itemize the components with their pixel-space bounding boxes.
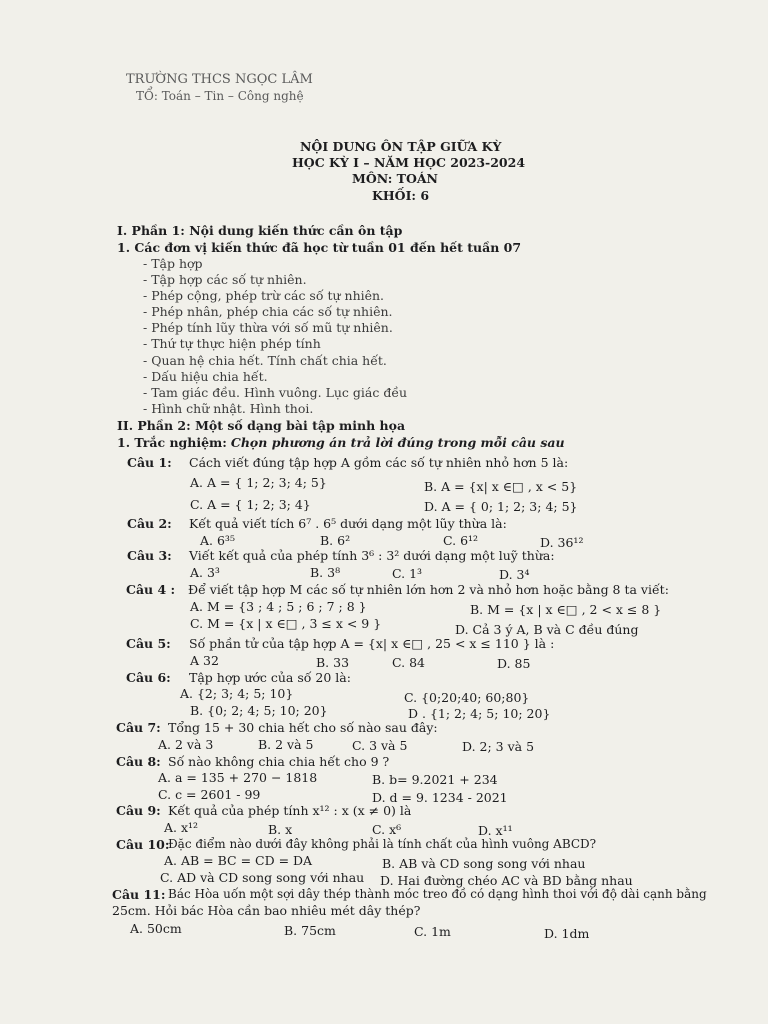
option-b: B. b= 9.2021 + 234 <box>372 772 498 787</box>
option-a: A. x¹² <box>164 820 199 835</box>
question-label: Câu 9: <box>116 803 161 818</box>
option-c: C. A = { 1; 2; 3; 4} <box>190 497 311 512</box>
option-c: C. x⁶ <box>372 822 402 837</box>
question-text: Viết kết quả của phép tính 3⁶ : 3² dưới dạng một luỹ thừa: <box>189 548 555 563</box>
option-d: D. Cả 3 ý A, B và C đều đúng <box>455 622 639 637</box>
option-b: B. 3⁸ <box>310 565 341 580</box>
option-a: A. AB = BC = CD = DA <box>164 853 313 868</box>
question-label: Câu 11: <box>112 887 166 902</box>
question-label: Câu 8: <box>116 754 161 769</box>
option-c: C. 1³ <box>392 566 423 581</box>
option-b: B. 33 <box>316 655 350 670</box>
option-c: C. 1m <box>414 924 451 939</box>
question-text: Kết quả viết tích 6⁷ . 6⁵ dưới dạng một lũy thừa là: <box>189 516 507 531</box>
option-d: D. 2; 3 và 5 <box>462 739 535 754</box>
option-c: C. 6¹² <box>443 533 479 548</box>
question-label: Câu 7: <box>116 720 161 735</box>
topic-item: - Phép nhân, phép chia các số tự nhiên. <box>143 304 393 319</box>
question-text: Số nào không chia chia hết cho 9 ? <box>168 754 390 769</box>
option-b: B. 75cm <box>284 923 336 938</box>
topic-item: - Dấu hiệu chia hết. <box>143 369 268 384</box>
option-b: B. {0; 2; 4; 5; 10; 20} <box>190 703 328 718</box>
question-text: Bác Hòa uốn một sợi dây thép thành móc treo đồ có dạng hình thoi với độ dài cạnh bằng <box>168 887 707 901</box>
question-text: Để viết tập hợp M các số tự nhiên lớn hơn 2 và nhỏ hơn hoặc bằng 8 ta viết: <box>188 582 669 597</box>
question-text: Tập hợp ước của số 20 là: <box>189 670 351 685</box>
option-d: D. d = 9. 1234 - 2021 <box>372 790 508 805</box>
option-c: C. M = {x | x ∈□ , 3 ≤ x < 9 } <box>190 616 382 631</box>
option-d: D. 85 <box>497 656 531 671</box>
topic-item: - Phép cộng, phép trừ các số tự nhiên. <box>143 288 385 303</box>
part2-subheading <box>117 435 565 450</box>
topic-item: - Tam giác đều. Hình vuông. Lục giác đều <box>143 385 408 400</box>
question-label: Câu 5: <box>126 636 171 651</box>
option-c: C. c = 2601 - 99 <box>158 787 261 802</box>
option-a: A. 6³⁵ <box>200 533 235 548</box>
option-c: C. 84 <box>392 655 425 670</box>
topic-item: - Phép tính lũy thừa với số mũ tự nhiên. <box>143 320 393 335</box>
question-label: Câu 2: <box>127 516 172 531</box>
question-label: Câu 1: <box>127 455 172 470</box>
multiple-choice-instruction: Chọn phương án trả lời đúng trong mỗi câu sau <box>230 435 565 450</box>
option-d: D . {1; 2; 4; 5; 10; 20} <box>408 706 551 721</box>
part1-subheading: 1. Các đơn vị kiến thức đã học từ tuần 01 đến hết tuần 07 <box>117 240 522 255</box>
topic-item: - Tập hợp <box>143 256 203 271</box>
option-c: C. {0;20;40; 60;80} <box>404 690 530 705</box>
option-a: A. 3³ <box>190 565 220 580</box>
option-b: B. x <box>268 822 293 837</box>
option-c: C. 3 và 5 <box>352 738 408 753</box>
option-a: A. M = {3 ; 4 ; 5 ; 6 ; 7 ; 8 } <box>190 599 367 614</box>
question-text: Số phần tử của tập hợp A = {x| x ∈□ , 25 < x ≤ 110 } là : <box>189 636 555 651</box>
question-label: Câu 6: <box>126 670 171 685</box>
option-a: A. 50cm <box>130 921 182 936</box>
option-d: D. Hai đường chéo AC và BD bằng nhau <box>380 873 633 888</box>
topic-item: - Thứ tự thực hiện phép tính <box>143 336 321 351</box>
question-text-continued: 25cm. Hỏi bác Hòa cần bao nhiêu mét dây thép? <box>112 903 421 918</box>
part2-heading: II. Phần 2: Một số dạng bài tập minh họa <box>117 418 406 433</box>
topic-item: - Hình chữ nhật. Hình thoi. <box>143 401 314 416</box>
option-c: C. AD và CD song song với nhau <box>160 870 365 885</box>
option-b: B. M = {x | x ∈□ , 2 < x ≤ 8 } <box>470 602 662 617</box>
title-subject: MÔN: TOÁN <box>352 171 438 186</box>
option-d: D. A = { 0; 1; 2; 3; 4; 5} <box>424 499 578 514</box>
option-d: D. 3⁴ <box>499 567 530 582</box>
title-line-1: NỘI DUNG ÔN TẬP GIỮA KỲ <box>300 139 502 154</box>
option-b: B. AB và CD song song với nhau <box>382 856 586 871</box>
topic-item: - Quan hệ chia hết. Tính chất chia hết. <box>143 353 387 368</box>
option-b: B. A = {x| x ∈□ , x < 5} <box>424 479 578 494</box>
question-text: Đặc điểm nào dưới đây không phải là tính chất của hình vuông ABCD? <box>168 837 597 851</box>
option-d: D. 1dm <box>544 926 590 941</box>
school-name: TRƯỜNG THCS NGỌC LÂM <box>126 72 313 87</box>
option-b: B. 2 và 5 <box>258 737 314 752</box>
question-label: Câu 4 : <box>126 582 176 597</box>
question-label: Câu 10: <box>116 837 170 852</box>
question-text: Cách viết đúng tập hợp A gồm các số tự nhiên nhỏ hơn 5 là: <box>189 455 569 470</box>
department-name: TỔ: Toán – Tin – Công nghệ <box>136 89 304 103</box>
topic-item: - Tập hợp các số tự nhiên. <box>143 272 307 287</box>
part1-heading: I. Phần 1: Nội dung kiến thức cần ôn tập <box>117 223 403 238</box>
title-line-2: HỌC KỲ I – NĂM HỌC 2023-2024 <box>292 155 526 170</box>
title-grade: KHỐI: 6 <box>372 188 430 203</box>
option-a: A 32 <box>190 653 219 668</box>
option-b: B. 6² <box>320 533 351 548</box>
option-d: D. x¹¹ <box>478 823 513 838</box>
option-a: A. a = 135 + 270 − 1818 <box>158 770 318 785</box>
option-a: A. 2 và 3 <box>158 737 214 752</box>
question-label: Câu 3: <box>127 548 172 563</box>
question-text: Tổng 15 + 30 chia hết cho số nào sau đây: <box>168 720 438 735</box>
option-a: A. {2; 3; 4; 5; 10} <box>180 686 294 701</box>
option-a: A. A = { 1; 2; 3; 4; 5} <box>190 475 327 490</box>
question-text: Kết quả của phép tính x¹² : x (x ≠ 0) là <box>168 803 412 818</box>
multiple-choice-label: 1. Trắc nghiệm: <box>117 435 227 450</box>
option-d: D. 36¹² <box>540 535 584 550</box>
